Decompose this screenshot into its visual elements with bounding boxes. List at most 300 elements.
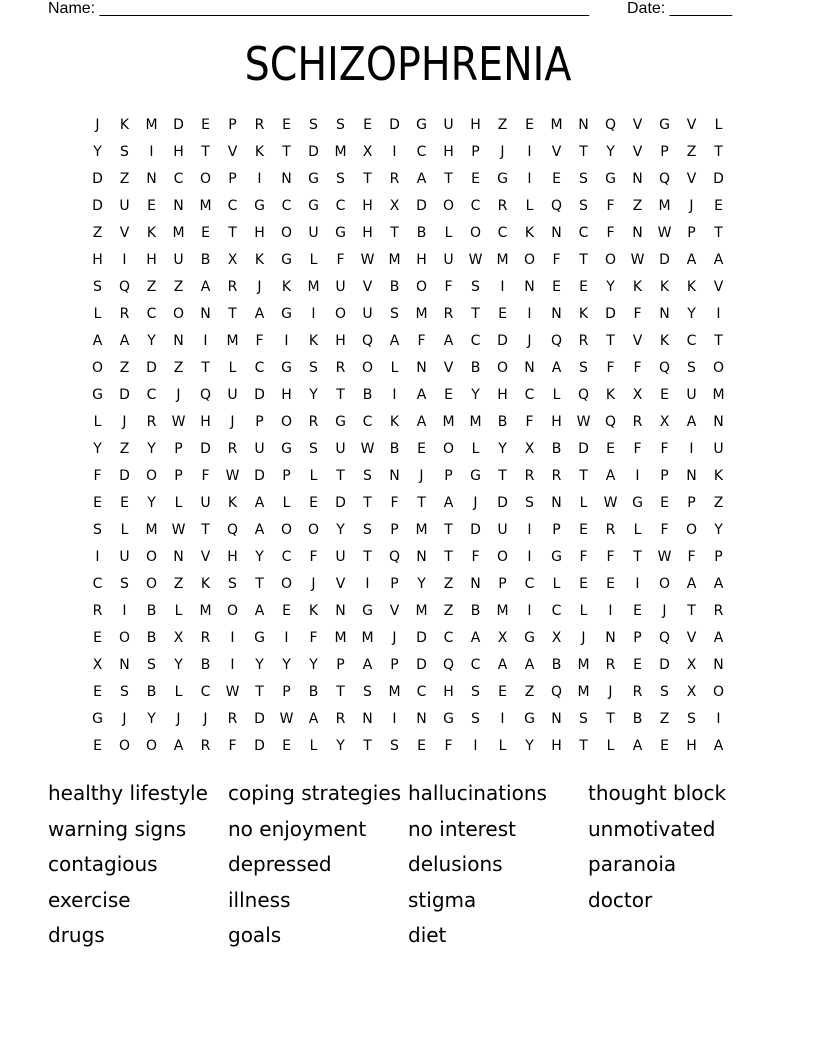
grid-letter[interactable]: M (415, 522, 428, 538)
grid-letter[interactable]: O (685, 522, 698, 538)
grid-letter[interactable]: G (632, 495, 643, 511)
grid-letter[interactable]: A (443, 495, 454, 511)
grid-letter[interactable]: R (605, 657, 616, 673)
grid-letter[interactable]: Q (577, 387, 590, 403)
grid-letter[interactable]: I (203, 333, 208, 349)
grid-letter[interactable]: Q (604, 414, 617, 430)
grid-letter[interactable]: E (660, 495, 669, 511)
grid-letter[interactable]: Y (174, 657, 183, 673)
grid-letter[interactable]: W (171, 522, 186, 538)
grid-letter[interactable]: F (606, 549, 615, 565)
grid-letter[interactable]: F (660, 441, 669, 457)
grid-letter[interactable]: O (145, 468, 158, 484)
grid-letter[interactable]: S (309, 117, 318, 133)
grid-letter[interactable]: O (415, 279, 428, 295)
grid-letter[interactable]: U (227, 387, 238, 403)
grid-letter[interactable]: A (713, 576, 724, 592)
grid-letter[interactable]: P (633, 630, 642, 646)
grid-letter[interactable]: U (335, 279, 346, 295)
grid-letter[interactable]: E (471, 171, 480, 187)
grid-letter[interactable]: N (416, 711, 427, 727)
grid-letter[interactable]: L (174, 684, 183, 700)
grid-letter[interactable]: A (686, 576, 697, 592)
grid-letter[interactable]: T (255, 684, 264, 700)
grid-letter[interactable]: J (392, 630, 397, 646)
grid-letter[interactable]: B (551, 657, 562, 673)
grid-letter[interactable]: G (254, 198, 265, 214)
grid-letter[interactable]: N (335, 603, 346, 619)
grid-letter[interactable]: S (336, 117, 345, 133)
grid-letter[interactable]: V (362, 279, 373, 295)
grid-letter[interactable]: O (280, 522, 293, 538)
grid-letter[interactable]: O (226, 603, 239, 619)
grid-letter[interactable]: V (335, 576, 346, 592)
grid-letter[interactable]: T (363, 549, 372, 565)
grid-letter[interactable]: S (228, 576, 237, 592)
grid-letter[interactable]: G (362, 603, 373, 619)
grid-letter[interactable]: T (471, 306, 480, 322)
grid-letter[interactable]: G (524, 630, 535, 646)
grid-letter[interactable]: R (308, 414, 319, 430)
grid-letter[interactable]: M (145, 117, 158, 133)
grid-letter[interactable]: H (173, 144, 184, 160)
grid-letter[interactable]: G (281, 306, 292, 322)
grid-letter[interactable]: B (146, 630, 157, 646)
grid-letter[interactable]: D (659, 657, 670, 673)
grid-letter[interactable]: M (712, 387, 725, 403)
grid-letter[interactable]: C (146, 387, 157, 403)
grid-letter[interactable]: I (716, 711, 721, 727)
grid-letter[interactable]: T (579, 468, 588, 484)
grid-letter[interactable]: I (230, 630, 235, 646)
grid-letter[interactable]: O (118, 738, 131, 754)
grid-letter[interactable]: T (390, 225, 399, 241)
grid-letter[interactable]: W (468, 252, 483, 268)
grid-letter[interactable]: A (605, 468, 616, 484)
grid-letter[interactable]: N (551, 711, 562, 727)
grid-letter[interactable]: E (606, 441, 615, 457)
grid-letter[interactable]: E (363, 117, 372, 133)
grid-letter[interactable]: H (335, 333, 346, 349)
grid-letter[interactable]: L (498, 738, 507, 754)
grid-letter[interactable]: S (363, 684, 372, 700)
grid-letter[interactable]: P (174, 441, 183, 457)
grid-letter[interactable]: J (419, 468, 424, 484)
grid-letter[interactable]: F (390, 495, 399, 511)
grid-letter[interactable]: J (176, 387, 181, 403)
grid-letter[interactable]: Y (417, 576, 426, 592)
grid-letter[interactable]: Z (524, 684, 535, 700)
grid-letter[interactable]: N (551, 225, 562, 241)
grid-letter[interactable]: A (92, 333, 103, 349)
grid-letter[interactable]: K (254, 252, 265, 268)
grid-letter[interactable]: A (308, 711, 319, 727)
grid-letter[interactable]: G (254, 630, 265, 646)
grid-letter[interactable]: B (308, 684, 319, 700)
grid-letter[interactable]: G (551, 549, 562, 565)
grid-letter[interactable]: L (309, 252, 318, 268)
grid-letter[interactable]: D (254, 711, 265, 727)
grid-letter[interactable]: I (500, 279, 505, 295)
grid-letter[interactable]: O (496, 549, 509, 565)
grid-letter[interactable]: R (200, 738, 211, 754)
grid-letter[interactable]: B (362, 387, 373, 403)
grid-letter[interactable]: O (361, 360, 374, 376)
grid-letter[interactable]: E (579, 279, 588, 295)
grid-letter[interactable]: O (280, 225, 293, 241)
grid-letter[interactable]: P (174, 468, 183, 484)
grid-letter[interactable]: A (416, 171, 427, 187)
grid-letter[interactable]: W (360, 441, 375, 457)
grid-letter[interactable]: F (552, 252, 561, 268)
grid-letter[interactable]: N (200, 306, 211, 322)
grid-letter[interactable]: Y (336, 522, 345, 538)
grid-letter[interactable]: C (335, 198, 346, 214)
grid-letter[interactable]: T (687, 603, 696, 619)
grid-letter[interactable]: W (657, 225, 672, 241)
grid-letter[interactable]: J (257, 279, 262, 295)
grid-letter[interactable]: C (524, 576, 535, 592)
grid-letter[interactable]: B (416, 225, 427, 241)
grid-letter[interactable]: K (524, 225, 535, 241)
grid-letter[interactable]: F (336, 252, 345, 268)
grid-letter[interactable]: T (282, 144, 291, 160)
grid-letter[interactable]: L (174, 603, 183, 619)
grid-letter[interactable]: J (176, 711, 181, 727)
grid-letter[interactable]: M (307, 279, 320, 295)
grid-letter[interactable]: X (551, 630, 562, 646)
grid-letter[interactable]: V (551, 144, 562, 160)
grid-letter[interactable]: G (335, 414, 346, 430)
grid-letter[interactable]: O (91, 360, 104, 376)
grid-letter[interactable]: P (498, 576, 507, 592)
grid-letter[interactable]: X (686, 684, 697, 700)
grid-letter[interactable]: T (606, 711, 615, 727)
grid-letter[interactable]: Z (713, 495, 724, 511)
grid-letter[interactable]: P (255, 414, 264, 430)
grid-letter[interactable]: M (469, 414, 482, 430)
grid-letter[interactable]: M (361, 630, 374, 646)
grid-letter[interactable]: Z (497, 117, 508, 133)
grid-letter[interactable]: P (660, 468, 669, 484)
grid-letter[interactable]: A (713, 252, 724, 268)
grid-letter[interactable]: N (416, 360, 427, 376)
grid-letter[interactable]: U (686, 387, 697, 403)
grid-letter[interactable]: I (527, 306, 532, 322)
grid-letter[interactable]: N (551, 306, 562, 322)
grid-letter[interactable]: B (200, 657, 211, 673)
grid-letter[interactable]: F (444, 279, 453, 295)
grid-letter[interactable]: F (255, 333, 264, 349)
grid-letter[interactable]: R (713, 603, 724, 619)
grid-letter[interactable]: Z (146, 279, 157, 295)
grid-letter[interactable]: B (200, 252, 211, 268)
grid-letter[interactable]: A (416, 387, 427, 403)
grid-letter[interactable]: O (442, 441, 455, 457)
grid-letter[interactable]: A (389, 333, 400, 349)
grid-letter[interactable]: X (389, 198, 400, 214)
grid-letter[interactable]: T (714, 144, 723, 160)
grid-letter[interactable]: F (606, 198, 615, 214)
grid-letter[interactable]: F (309, 549, 318, 565)
grid-letter[interactable]: B (632, 711, 643, 727)
grid-letter[interactable]: H (92, 252, 103, 268)
grid-letter[interactable]: F (633, 441, 642, 457)
grid-letter[interactable]: Y (687, 306, 696, 322)
grid-letter[interactable]: V (443, 360, 454, 376)
grid-letter[interactable]: A (497, 657, 508, 673)
grid-letter[interactable]: E (498, 306, 507, 322)
grid-letter[interactable]: J (500, 144, 505, 160)
grid-letter[interactable]: L (444, 225, 453, 241)
grid-letter[interactable]: P (714, 549, 723, 565)
grid-letter[interactable]: Y (93, 441, 102, 457)
grid-letter[interactable]: C (362, 414, 373, 430)
grid-letter[interactable]: C (200, 684, 211, 700)
grid-letter[interactable]: G (92, 387, 103, 403)
grid-letter[interactable]: Q (658, 360, 671, 376)
grid-letter[interactable]: B (497, 414, 508, 430)
grid-letter[interactable]: M (577, 657, 590, 673)
grid-letter[interactable]: S (309, 360, 318, 376)
grid-letter[interactable]: O (712, 360, 725, 376)
grid-letter[interactable]: E (120, 495, 129, 511)
grid-letter[interactable]: R (227, 279, 238, 295)
grid-letter[interactable]: P (282, 684, 291, 700)
grid-letter[interactable]: O (199, 171, 212, 187)
grid-letter[interactable]: N (173, 198, 184, 214)
grid-letter[interactable]: P (228, 171, 237, 187)
grid-letter[interactable]: D (92, 198, 103, 214)
grid-letter[interactable]: A (254, 495, 265, 511)
grid-letter[interactable]: U (308, 225, 319, 241)
grid-letter[interactable]: E (282, 117, 291, 133)
grid-letter[interactable]: D (389, 117, 400, 133)
grid-letter[interactable]: T (444, 549, 453, 565)
grid-letter[interactable]: O (712, 684, 725, 700)
grid-letter[interactable]: Q (658, 630, 671, 646)
grid-letter[interactable]: C (227, 198, 238, 214)
grid-letter[interactable]: S (579, 198, 588, 214)
grid-letter[interactable]: V (713, 279, 724, 295)
grid-letter[interactable]: S (579, 711, 588, 727)
grid-letter[interactable]: M (388, 684, 401, 700)
grid-letter[interactable]: E (579, 576, 588, 592)
grid-letter[interactable]: T (201, 522, 210, 538)
grid-letter[interactable]: X (497, 630, 508, 646)
grid-letter[interactable]: I (527, 549, 532, 565)
grid-letter[interactable]: K (659, 279, 670, 295)
grid-letter[interactable]: I (527, 171, 532, 187)
grid-letter[interactable]: I (149, 144, 154, 160)
grid-letter[interactable]: I (527, 603, 532, 619)
grid-letter[interactable]: H (416, 252, 427, 268)
grid-letter[interactable]: X (362, 144, 373, 160)
grid-letter[interactable]: T (255, 576, 264, 592)
grid-letter[interactable]: O (442, 198, 455, 214)
grid-letter[interactable]: R (254, 117, 265, 133)
grid-letter[interactable]: E (606, 576, 615, 592)
grid-letter[interactable]: T (363, 738, 372, 754)
grid-letter[interactable]: J (527, 333, 532, 349)
grid-letter[interactable]: T (336, 468, 345, 484)
grid-letter[interactable]: C (281, 198, 292, 214)
grid-letter[interactable]: A (254, 603, 265, 619)
grid-letter[interactable]: P (660, 144, 669, 160)
grid-letter[interactable]: M (334, 144, 347, 160)
grid-letter[interactable]: V (227, 144, 238, 160)
grid-letter[interactable]: Y (471, 387, 480, 403)
grid-letter[interactable]: F (633, 306, 642, 322)
grid-letter[interactable]: U (713, 441, 724, 457)
grid-letter[interactable]: Y (147, 441, 156, 457)
grid-letter[interactable]: C (470, 333, 481, 349)
grid-letter[interactable]: V (686, 171, 697, 187)
grid-letter[interactable]: Q (658, 171, 671, 187)
grid-letter[interactable]: M (415, 603, 428, 619)
grid-letter[interactable]: V (632, 117, 643, 133)
grid-letter[interactable]: L (606, 738, 615, 754)
grid-letter[interactable]: D (416, 198, 427, 214)
grid-letter[interactable]: N (605, 630, 616, 646)
grid-letter[interactable]: D (254, 387, 265, 403)
grid-letter[interactable]: F (633, 360, 642, 376)
grid-letter[interactable]: D (119, 468, 130, 484)
grid-letter[interactable]: Z (443, 576, 454, 592)
grid-letter[interactable]: T (714, 225, 723, 241)
grid-letter[interactable]: Z (173, 576, 184, 592)
grid-letter[interactable]: I (500, 711, 505, 727)
grid-letter[interactable]: L (309, 468, 318, 484)
grid-letter[interactable]: E (552, 171, 561, 187)
grid-letter[interactable]: S (660, 684, 669, 700)
grid-letter[interactable]: M (145, 522, 158, 538)
grid-letter[interactable]: P (282, 468, 291, 484)
grid-letter[interactable]: R (497, 198, 508, 214)
grid-letter[interactable]: I (122, 603, 127, 619)
grid-letter[interactable]: N (119, 657, 130, 673)
grid-letter[interactable]: H (551, 414, 562, 430)
grid-letter[interactable]: B (470, 603, 481, 619)
grid-letter[interactable]: H (146, 252, 157, 268)
grid-letter[interactable]: N (524, 279, 535, 295)
grid-letter[interactable]: D (497, 495, 508, 511)
grid-letter[interactable]: U (173, 252, 184, 268)
grid-letter[interactable]: B (389, 441, 400, 457)
grid-letter[interactable]: O (496, 360, 509, 376)
grid-letter[interactable]: U (119, 198, 130, 214)
grid-letter[interactable]: H (443, 144, 454, 160)
grid-letter[interactable]: O (280, 576, 293, 592)
grid-letter[interactable]: H (551, 738, 562, 754)
grid-letter[interactable]: Q (361, 333, 374, 349)
grid-letter[interactable]: Z (443, 603, 454, 619)
grid-letter[interactable]: O (145, 738, 158, 754)
grid-letter[interactable]: Z (686, 144, 697, 160)
grid-letter[interactable]: H (281, 387, 292, 403)
grid-letter[interactable]: E (633, 657, 642, 673)
grid-letter[interactable]: E (309, 495, 318, 511)
grid-letter[interactable]: Z (173, 360, 184, 376)
grid-letter[interactable]: R (632, 414, 643, 430)
grid-letter[interactable]: Q (550, 198, 563, 214)
grid-letter[interactable]: X (227, 252, 238, 268)
grid-letter[interactable]: T (714, 333, 723, 349)
grid-letter[interactable]: S (579, 171, 588, 187)
grid-letter[interactable]: Q (388, 549, 401, 565)
grid-letter[interactable]: C (443, 630, 454, 646)
grid-letter[interactable]: Z (92, 225, 103, 241)
grid-letter[interactable]: F (93, 468, 102, 484)
grid-letter[interactable]: L (228, 360, 237, 376)
grid-letter[interactable]: T (606, 333, 615, 349)
grid-letter[interactable]: M (496, 252, 509, 268)
grid-letter[interactable]: H (470, 117, 481, 133)
grid-letter[interactable]: F (417, 333, 426, 349)
grid-letter[interactable]: A (632, 738, 643, 754)
grid-letter[interactable]: K (686, 279, 697, 295)
grid-letter[interactable]: R (335, 360, 346, 376)
grid-letter[interactable]: P (687, 495, 696, 511)
grid-letter[interactable]: T (498, 468, 507, 484)
grid-letter[interactable]: N (524, 360, 535, 376)
grid-letter[interactable]: G (497, 171, 508, 187)
grid-letter[interactable]: X (632, 387, 643, 403)
grid-letter[interactable]: D (659, 252, 670, 268)
grid-letter[interactable]: R (551, 468, 562, 484)
grid-letter[interactable]: S (120, 576, 129, 592)
grid-letter[interactable]: U (443, 117, 454, 133)
grid-letter[interactable]: D (578, 441, 589, 457)
grid-letter[interactable]: S (336, 171, 345, 187)
grid-letter[interactable]: U (362, 306, 373, 322)
grid-letter[interactable]: V (686, 630, 697, 646)
grid-letter[interactable]: D (119, 387, 130, 403)
grid-letter[interactable]: A (686, 252, 697, 268)
grid-letter[interactable]: I (635, 576, 640, 592)
grid-letter[interactable]: A (254, 522, 265, 538)
grid-letter[interactable]: S (120, 144, 129, 160)
grid-letter[interactable]: A (254, 306, 265, 322)
grid-letter[interactable]: X (173, 630, 184, 646)
grid-letter[interactable]: I (311, 306, 316, 322)
grid-letter[interactable]: J (122, 414, 127, 430)
grid-letter[interactable]: L (525, 198, 534, 214)
grid-letter[interactable]: G (416, 117, 427, 133)
grid-letter[interactable]: M (496, 603, 509, 619)
grid-letter[interactable]: K (632, 279, 643, 295)
grid-letter[interactable]: S (390, 738, 399, 754)
grid-letter[interactable]: C (578, 225, 589, 241)
grid-letter[interactable]: F (471, 549, 480, 565)
grid-letter[interactable]: E (93, 738, 102, 754)
grid-letter[interactable]: C (281, 549, 292, 565)
grid-letter[interactable]: O (307, 522, 320, 538)
grid-letter[interactable]: B (146, 684, 157, 700)
grid-letter[interactable]: C (173, 171, 184, 187)
grid-letter[interactable]: N (686, 468, 697, 484)
grid-letter[interactable]: P (390, 522, 399, 538)
grid-letter[interactable]: S (363, 468, 372, 484)
grid-letter[interactable]: J (689, 198, 694, 214)
grid-letter[interactable]: M (226, 333, 239, 349)
grid-letter[interactable]: L (714, 117, 723, 133)
grid-letter[interactable]: E (498, 684, 507, 700)
grid-letter[interactable]: I (473, 738, 478, 754)
grid-letter[interactable]: N (173, 549, 184, 565)
grid-letter[interactable]: F (309, 630, 318, 646)
grid-letter[interactable]: N (659, 306, 670, 322)
